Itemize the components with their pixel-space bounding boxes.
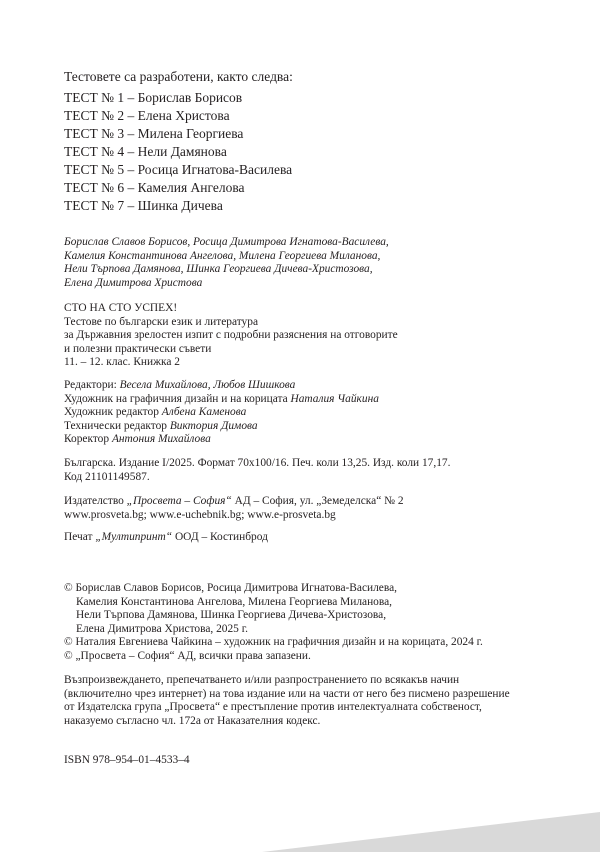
authors-line: Елена Димитрова Христова: [64, 276, 203, 289]
book-title: СТО НА СТО УСПЕХ!: [64, 302, 178, 314]
editors-block: [64, 380, 564, 448]
copyright-block: [64, 583, 564, 665]
isbn: ISBN 978–954–01–4533–4: [64, 754, 190, 766]
editor-names: Наталия Чайкина: [290, 392, 379, 405]
copyright-line: Нели Търпова Дамянова, Шинка Георгиева Дичева-Христозова,: [76, 609, 387, 622]
editor-line: [64, 434, 564, 448]
authors-line: Камелия Константинова Ангелова, Милена Георгиева Миланова,: [64, 249, 381, 262]
copyright-line: Елена Димитрова Христова, 2025 г.: [76, 622, 248, 635]
editor-role: Редактори:: [64, 379, 120, 391]
publisher-info: [64, 496, 564, 523]
print-line: [64, 532, 564, 546]
publisher-prefix: Издателство: [64, 495, 127, 507]
copyright-line: Камелия Константинова Ангелова, Милена Георгиева Миланова,: [76, 595, 392, 608]
test-author-line: ТЕСТ № 7 – Шинка Дичева: [64, 198, 223, 213]
printer-name: „Мултипринт“: [95, 531, 173, 543]
editor-names: Антония Михайлова: [111, 433, 211, 446]
print-info: [64, 532, 564, 546]
book-subtitle-line: Тестове по български език и литература: [64, 315, 258, 328]
editor-line: [64, 394, 564, 408]
publisher-websites: www.prosveta.bg; www.e-uchebnik.bg; www.e-prosveta.bg: [64, 508, 336, 521]
test-author-line: ТЕСТ № 1 – Борислав Борисов: [64, 90, 243, 105]
editor-role: Художник на графичния дизайн и на корицата: [64, 392, 291, 405]
footer-band-shape: [262, 812, 600, 852]
rights-line: (включително чрез интернет) на това издание или на части от него без писмено разрешение: [64, 687, 510, 700]
book-subtitle-line: и полезни практически съвети: [64, 342, 212, 355]
print-prefix: Печат: [64, 531, 96, 543]
rights-line: наказуемо съгласно чл. 172а от Наказателния кодекс.: [64, 714, 321, 727]
book-subtitle-line: за Държавния зрелостен изпит с подробни разяснения на отговорите: [64, 329, 398, 342]
rights-notice: [64, 675, 564, 729]
test-author-line: ТЕСТ № 5 – Росица Игнатова-Василева: [64, 162, 293, 177]
edition-code: Код 21101149587.: [64, 470, 150, 483]
book-title-block: [64, 303, 564, 371]
editor-line: [64, 421, 564, 435]
rights-line: Възпроизвеждането, препечатването и/или разпространението по всякакъв начин: [64, 674, 460, 686]
test-authors-list: [64, 70, 564, 217]
publisher-address: АД – София, ул. „Земеделска“ № 2: [231, 495, 404, 507]
editor-line: [64, 380, 564, 394]
editor-line: [64, 407, 564, 421]
authors-line: Борислав Славов Борисов, Росица Димитрова Игнатова-Василева,: [64, 236, 389, 248]
publisher-name: „Просвета – София“: [126, 495, 232, 507]
test-author-line: ТЕСТ № 2 – Елена Христова: [64, 108, 230, 123]
copyright-publisher: © „Просвета – София“ АД, всички права запазени.: [64, 649, 311, 662]
editor-names: Виктория Димова: [169, 419, 258, 432]
edition-line: Българска. Издание I/2025. Формат 70x100/16. Печ. коли 13,25. Изд. коли 17,17.: [64, 457, 451, 469]
rights-line: от Издателска група „Просвета“ е престъпление против интелектуалната собственост,: [64, 701, 482, 714]
authors-line: Нели Търпова Дамянова, Шинка Георгиева Дичева-Христозова,: [64, 263, 373, 276]
test-author-line: ТЕСТ № 6 – Камелия Ангелова: [64, 180, 245, 195]
intro-heading: Тестовете са разработени, както следва:: [64, 69, 293, 84]
editor-role: Технически редактор: [64, 419, 170, 432]
publisher-line: [64, 496, 564, 510]
authors-block: [64, 237, 564, 291]
copyright-line: © Борислав Славов Борисов, Росица Димитрова Игнатова-Василева,: [64, 582, 397, 594]
editor-role: Художник редактор: [64, 406, 162, 419]
book-grade-line: 11. – 12. клас. Книжка 2: [64, 356, 180, 369]
test-author-line: ТЕСТ № 4 – Нели Дамянова: [64, 144, 227, 159]
editor-role: Коректор: [64, 433, 112, 446]
editor-names: Весела Михайлова, Любов Шишкова: [119, 379, 296, 391]
copyright-illustrator: © Наталия Евгениева Чайкина – художник на графичния дизайн и на корицата, 2024 г.: [64, 636, 483, 649]
edition-info: [64, 458, 564, 485]
test-author-line: ТЕСТ № 3 – Милена Георгиева: [64, 126, 244, 141]
print-location: ООД – Костинброд: [172, 531, 268, 543]
editor-names: Албена Каменова: [161, 406, 247, 419]
